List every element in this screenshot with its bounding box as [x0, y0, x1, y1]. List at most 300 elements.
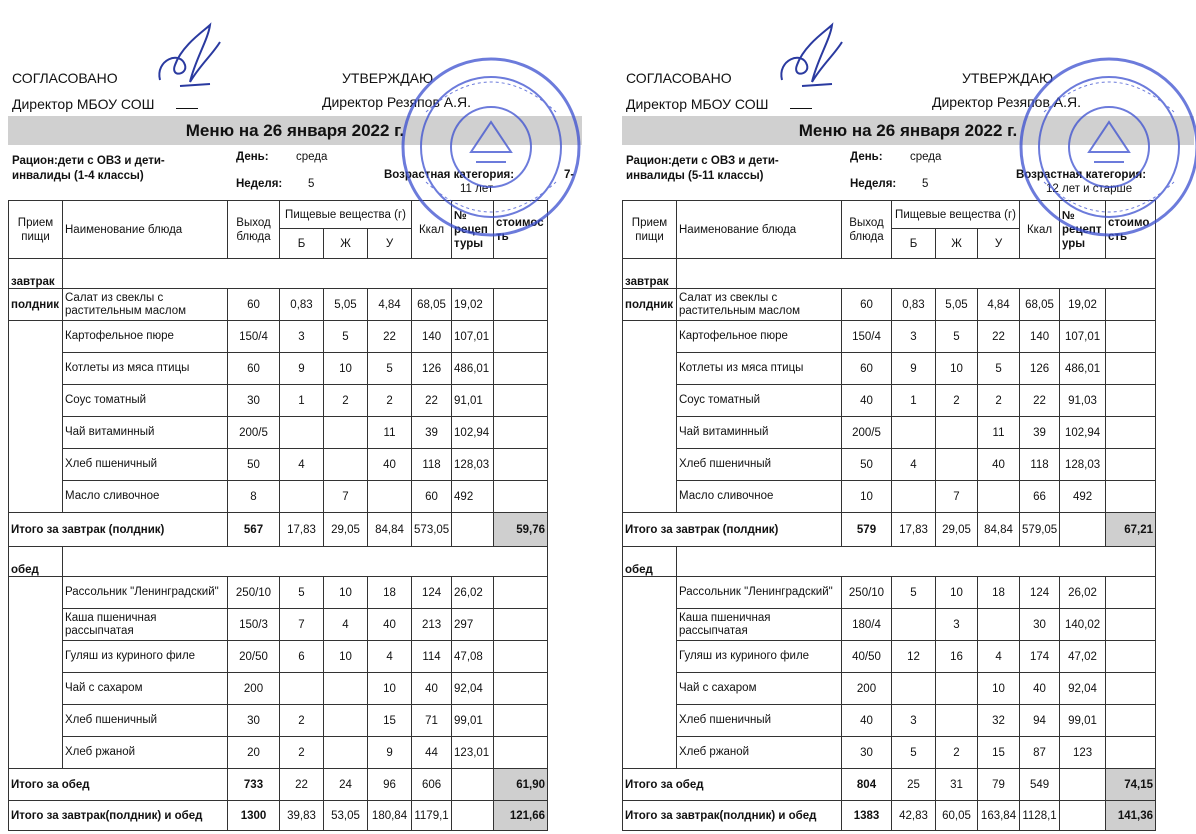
meal-cell [9, 417, 63, 449]
dish-kcal: 126 [1020, 353, 1060, 385]
total-b: 17,83 [280, 513, 324, 547]
dish-yield: 30 [842, 737, 892, 769]
dish-cost [1106, 417, 1156, 449]
dish-name: Котлеты из мяса птицы [677, 353, 842, 385]
dish-kcal: 140 [1020, 321, 1060, 353]
dish-kcal: 94 [1020, 705, 1060, 737]
dish-b: 1 [280, 385, 324, 417]
table-row [9, 449, 548, 481]
dish-kcal: 124 [412, 577, 452, 609]
total-b: 17,83 [892, 513, 936, 547]
dish-b: 3 [892, 705, 936, 737]
dish-cost [1106, 673, 1156, 705]
dish-kcal: 39 [1020, 417, 1060, 449]
dish-b: 9 [892, 353, 936, 385]
table-row [623, 577, 1156, 609]
meal-cell [623, 481, 677, 513]
director-name: Директор Резяпов А.Я. [322, 94, 471, 110]
dish-recipe: 102,94 [1060, 417, 1106, 449]
dish-b: 0,83 [892, 289, 936, 321]
dish-u [368, 481, 412, 513]
dish-recipe: 91,03 [1060, 385, 1106, 417]
dish-yield: 150/4 [842, 321, 892, 353]
meal-cell [9, 705, 63, 737]
total-recipe [1060, 513, 1106, 547]
total-recipe [452, 801, 494, 831]
school-underline [790, 108, 812, 109]
dish-cost [494, 641, 548, 673]
dish-u: 18 [368, 577, 412, 609]
dish-name: Салат из свеклы с растительным маслом [677, 289, 842, 321]
dish-name: Масло сливочное [677, 481, 842, 513]
dish-yield: 60 [228, 353, 280, 385]
dish-kcal: 174 [1020, 641, 1060, 673]
total-cost: 59,76 [494, 513, 548, 547]
dish-b: 5 [280, 577, 324, 609]
dish-b: 4 [892, 449, 936, 481]
dish-b: 12 [892, 641, 936, 673]
ration-label: Рацион:дети с ОВЗ и дети- инвалиды (1-4 классы) [12, 155, 165, 182]
breakfast-total-row [9, 513, 548, 547]
dish-recipe: 123 [1060, 737, 1106, 769]
dish-recipe: 492 [452, 481, 494, 513]
dish-yield: 30 [228, 705, 280, 737]
dish-cost [494, 353, 548, 385]
dish-recipe: 26,02 [452, 577, 494, 609]
meal-cell [9, 481, 63, 513]
dish-b: 1 [892, 385, 936, 417]
dish-b: 5 [892, 577, 936, 609]
total-kcal: 573,05 [412, 513, 452, 547]
meal-cell [9, 449, 63, 481]
meal-breakfast: завтрак [623, 259, 677, 289]
dish-name: Чай с сахаром [63, 673, 228, 705]
total-yield: 1383 [842, 801, 892, 831]
total-u: 163,84 [978, 801, 1020, 831]
dish-recipe: 92,04 [452, 673, 494, 705]
dish-zh: 5 [324, 321, 368, 353]
menu-sheet-left [0, 0, 584, 834]
dish-b: 2 [280, 705, 324, 737]
meal-cell [9, 641, 63, 673]
total-kcal: 606 [412, 769, 452, 801]
dish-kcal: 40 [412, 673, 452, 705]
dish-u: 40 [368, 609, 412, 641]
meal-cell [623, 673, 677, 705]
total-yield: 579 [842, 513, 892, 547]
dish-recipe: 47,02 [1060, 641, 1106, 673]
director-school: Директор МБОУ СОШ [12, 96, 155, 112]
total-u: 180,84 [368, 801, 412, 831]
meal-cell [9, 321, 63, 353]
table-row [623, 289, 1156, 321]
dish-name: Гуляш из куриного филе [677, 641, 842, 673]
dish-u: 2 [978, 385, 1020, 417]
dish-zh [324, 737, 368, 769]
age-label: Возрастная категория: [384, 169, 515, 181]
dish-recipe: 19,02 [452, 289, 494, 321]
dish-zh: 7 [324, 481, 368, 513]
dish-b: 6 [280, 641, 324, 673]
dish-name: Хлеб ржаной [63, 737, 228, 769]
dish-zh: 10 [936, 353, 978, 385]
dish-cost [1106, 353, 1156, 385]
dish-recipe: 140,02 [1060, 609, 1106, 641]
dish-cost [1106, 321, 1156, 353]
dish-name: Масло сливочное [63, 481, 228, 513]
total-label: Итого за завтрак(полдник) и обед [623, 801, 842, 831]
total-yield: 1300 [228, 801, 280, 831]
dish-recipe: 91,01 [452, 385, 494, 417]
dish-u: 10 [368, 673, 412, 705]
dish-yield: 8 [228, 481, 280, 513]
table-row [9, 673, 548, 705]
dish-name: Каша пшеничная рассыпчатая [63, 609, 228, 641]
table-row [9, 481, 548, 513]
total-label: Итого за обед [623, 769, 842, 801]
dish-recipe: 128,03 [1060, 449, 1106, 481]
dish-u: 15 [368, 705, 412, 737]
dish-yield: 50 [842, 449, 892, 481]
dish-yield: 200/5 [842, 417, 892, 449]
ration-label: Рацион:дети с ОВЗ и дети- инвалиды (5-11 классы) [626, 155, 779, 182]
dish-yield: 60 [842, 353, 892, 385]
dish-zh: 2 [936, 385, 978, 417]
dish-name: Хлеб пшеничный [677, 449, 842, 481]
total-kcal: 1179,1 [412, 801, 452, 831]
approved-label: СОГЛАСОВАНО [12, 70, 118, 86]
dish-name: Хлеб ржаной [677, 737, 842, 769]
dish-recipe: 102,94 [452, 417, 494, 449]
total-b: 22 [280, 769, 324, 801]
dish-u: 18 [978, 577, 1020, 609]
approved-label: СОГЛАСОВАНО [626, 70, 732, 86]
dish-yield: 60 [228, 289, 280, 321]
header-meal: Прием пищи [9, 201, 63, 259]
dish-zh [936, 449, 978, 481]
dish-b: 7 [280, 609, 324, 641]
total-u: 96 [368, 769, 412, 801]
dish-kcal: 68,05 [412, 289, 452, 321]
header-u: У [368, 229, 412, 259]
total-u: 84,84 [978, 513, 1020, 547]
dish-yield: 10 [842, 481, 892, 513]
dish-zh [936, 417, 978, 449]
dish-recipe: 297 [452, 609, 494, 641]
dish-kcal: 39 [412, 417, 452, 449]
table-row [623, 481, 1156, 513]
confirm-label: УТВЕРЖДАЮ [962, 70, 1054, 86]
table-row [623, 385, 1156, 417]
dish-name: Рассольник "Ленинградский" [677, 577, 842, 609]
table-row [623, 641, 1156, 673]
day-label: День: [850, 151, 883, 163]
dish-u: 4 [978, 641, 1020, 673]
dish-u: 22 [368, 321, 412, 353]
dish-yield: 250/10 [228, 577, 280, 609]
dish-recipe: 26,02 [1060, 577, 1106, 609]
dish-recipe: 486,01 [1060, 353, 1106, 385]
dish-kcal: 118 [1020, 449, 1060, 481]
meal-cell [623, 449, 677, 481]
dish-yield: 20 [228, 737, 280, 769]
dish-u: 5 [368, 353, 412, 385]
table-row [623, 353, 1156, 385]
total-yield: 804 [842, 769, 892, 801]
dish-cost [1106, 289, 1156, 321]
dish-u: 4 [368, 641, 412, 673]
dish-zh: 16 [936, 641, 978, 673]
day-label: День: [236, 151, 269, 163]
header-yield: Выход блюда [228, 201, 280, 259]
dish-cost [1106, 609, 1156, 641]
dish-cost [494, 705, 548, 737]
total-b: 39,83 [280, 801, 324, 831]
total-zh: 31 [936, 769, 978, 801]
dish-name: Котлеты из мяса птицы [63, 353, 228, 385]
total-recipe [1060, 769, 1106, 801]
dish-kcal: 68,05 [1020, 289, 1060, 321]
dish-name: Чай с сахаром [677, 673, 842, 705]
dish-cost [1106, 449, 1156, 481]
dish-zh: 10 [324, 353, 368, 385]
total-zh: 29,05 [936, 513, 978, 547]
total-label: Итого за завтрак (полдник) [9, 513, 228, 547]
dish-u: 10 [978, 673, 1020, 705]
meal-cell [9, 577, 63, 609]
dish-kcal: 114 [412, 641, 452, 673]
dish-zh: 7 [936, 481, 978, 513]
table-row [9, 353, 548, 385]
meal-cell [623, 609, 677, 641]
header-kcal: Ккал [412, 201, 452, 259]
total-cost: 121,66 [494, 801, 548, 831]
table-row [9, 289, 548, 321]
dish-zh [324, 705, 368, 737]
menu-table [622, 200, 1156, 831]
dish-b: 5 [892, 737, 936, 769]
meal-cell [9, 673, 63, 705]
dish-zh: 4 [324, 609, 368, 641]
total-cost: 67,21 [1106, 513, 1156, 547]
meal-cell [9, 609, 63, 641]
dish-cost [1106, 385, 1156, 417]
dish-yield: 200 [228, 673, 280, 705]
total-kcal: 549 [1020, 769, 1060, 801]
table-row [623, 417, 1156, 449]
dish-yield: 180/4 [842, 609, 892, 641]
meal-cell [623, 737, 677, 769]
dish-yield: 200 [842, 673, 892, 705]
total-recipe [452, 769, 494, 801]
week-label: Неделя: [850, 178, 897, 190]
dish-u [978, 481, 1020, 513]
dish-name: Чай витаминный [677, 417, 842, 449]
table-row [623, 321, 1156, 353]
dish-cost [494, 321, 548, 353]
dish-u: 11 [368, 417, 412, 449]
dish-yield: 30 [228, 385, 280, 417]
page-title: Меню на 26 января 2022 г. [622, 116, 1194, 145]
grand-total-row [623, 801, 1156, 831]
dish-cost [494, 609, 548, 641]
dish-u: 40 [978, 449, 1020, 481]
dish-zh [324, 673, 368, 705]
meal-snack: полдник [623, 289, 677, 321]
table-row [623, 737, 1156, 769]
header-zh: Ж [324, 229, 368, 259]
dish-kcal: 87 [1020, 737, 1060, 769]
dish-yield: 40/50 [842, 641, 892, 673]
dish-cost [1106, 737, 1156, 769]
header-cost: стоимос ть [494, 201, 548, 259]
dish-kcal: 140 [412, 321, 452, 353]
dish-name: Каша пшеничная рассыпчатая [677, 609, 842, 641]
table-row [623, 449, 1156, 481]
menu-sheet-right [614, 0, 1196, 834]
signature-icon [772, 20, 862, 90]
day-value: среда [296, 151, 328, 163]
age-value-years: 11 лет [460, 183, 494, 195]
dish-cost [494, 673, 548, 705]
total-label: Итого за завтрак (полдник) [623, 513, 842, 547]
dish-u: 9 [368, 737, 412, 769]
lunch-total-row [9, 769, 548, 801]
dish-zh [936, 705, 978, 737]
dish-kcal: 30 [1020, 609, 1060, 641]
dish-u: 5 [978, 353, 1020, 385]
header-zh: Ж [936, 229, 978, 259]
total-zh: 60,05 [936, 801, 978, 831]
dish-recipe: 492 [1060, 481, 1106, 513]
dish-cost [1106, 705, 1156, 737]
meal-cell [623, 577, 677, 609]
total-u: 79 [978, 769, 1020, 801]
table-row [9, 705, 548, 737]
meal-cell [9, 385, 63, 417]
dish-zh: 2 [324, 385, 368, 417]
dish-zh: 3 [936, 609, 978, 641]
dish-zh: 5,05 [936, 289, 978, 321]
dish-yield: 250/10 [842, 577, 892, 609]
dish-name: Картофельное пюре [677, 321, 842, 353]
dish-zh: 10 [936, 577, 978, 609]
dish-b: 9 [280, 353, 324, 385]
meal-cell [623, 353, 677, 385]
dish-b: 2 [280, 737, 324, 769]
meal-breakfast: завтрак [9, 259, 63, 289]
dish-cost [494, 417, 548, 449]
week-value: 5 [922, 178, 929, 190]
dish-recipe: 47,08 [452, 641, 494, 673]
meal-cell [9, 353, 63, 385]
dish-zh [936, 673, 978, 705]
dish-kcal: 66 [1020, 481, 1060, 513]
dish-yield: 40 [842, 385, 892, 417]
total-kcal: 579,05 [1020, 513, 1060, 547]
total-zh: 53,05 [324, 801, 368, 831]
grand-total-row [9, 801, 548, 831]
total-zh: 29,05 [324, 513, 368, 547]
total-label: Итого за завтрак(полдник) и обед [9, 801, 228, 831]
dish-kcal: 60 [412, 481, 452, 513]
table-row [9, 417, 548, 449]
header-nutrients: Пищевые вещества (г) [280, 201, 412, 229]
dish-b [892, 481, 936, 513]
header-b: Б [892, 229, 936, 259]
total-recipe [452, 513, 494, 547]
total-u: 84,84 [368, 513, 412, 547]
breakfast-total-row [623, 513, 1156, 547]
dish-recipe: 99,01 [1060, 705, 1106, 737]
dish-zh: 5 [936, 321, 978, 353]
total-recipe [1060, 801, 1106, 831]
header-nutrients: Пищевые вещества (г) [892, 201, 1020, 229]
dish-zh [324, 449, 368, 481]
table-row [623, 705, 1156, 737]
dish-u [978, 609, 1020, 641]
dish-recipe: 486,01 [452, 353, 494, 385]
dish-b [892, 609, 936, 641]
header-recipe: № рецепт уры [1060, 201, 1106, 259]
lunch-total-row [623, 769, 1156, 801]
dish-kcal: 213 [412, 609, 452, 641]
dish-yield: 150/4 [228, 321, 280, 353]
dish-name: Хлеб пшеничный [63, 705, 228, 737]
meal-cell [9, 737, 63, 769]
table-row [9, 737, 548, 769]
header-yield: Выход блюда [842, 201, 892, 259]
meal-cell [623, 417, 677, 449]
dish-u: 15 [978, 737, 1020, 769]
dish-b [280, 481, 324, 513]
dish-recipe: 128,03 [452, 449, 494, 481]
dish-kcal: 22 [1020, 385, 1060, 417]
dish-recipe: 107,01 [1060, 321, 1106, 353]
dish-name: Гуляш из куриного филе [63, 641, 228, 673]
week-label: Неделя: [236, 178, 283, 190]
school-underline [176, 108, 198, 109]
age-value: 7- [564, 169, 575, 181]
dish-kcal: 40 [1020, 673, 1060, 705]
dish-name: Хлеб пшеничный [677, 705, 842, 737]
dish-kcal: 126 [412, 353, 452, 385]
meal-cell [623, 705, 677, 737]
meal-cell [623, 641, 677, 673]
dish-cost [494, 449, 548, 481]
dish-b [280, 673, 324, 705]
dish-yield: 20/50 [228, 641, 280, 673]
dish-cost [1106, 577, 1156, 609]
total-b: 25 [892, 769, 936, 801]
dish-b: 4 [280, 449, 324, 481]
header-name: Наименование блюда [677, 201, 842, 259]
header-u: У [978, 229, 1020, 259]
meal-cell [623, 321, 677, 353]
table-row [9, 609, 548, 641]
dish-cost [494, 385, 548, 417]
week-value: 5 [308, 178, 315, 190]
total-yield: 567 [228, 513, 280, 547]
dish-zh: 5,05 [324, 289, 368, 321]
dish-u: 32 [978, 705, 1020, 737]
director-school: Директор МБОУ СОШ [626, 96, 769, 112]
table-row [9, 577, 548, 609]
dish-cost [1106, 481, 1156, 513]
table-row [9, 321, 548, 353]
dish-u: 40 [368, 449, 412, 481]
dish-recipe: 123,01 [452, 737, 494, 769]
